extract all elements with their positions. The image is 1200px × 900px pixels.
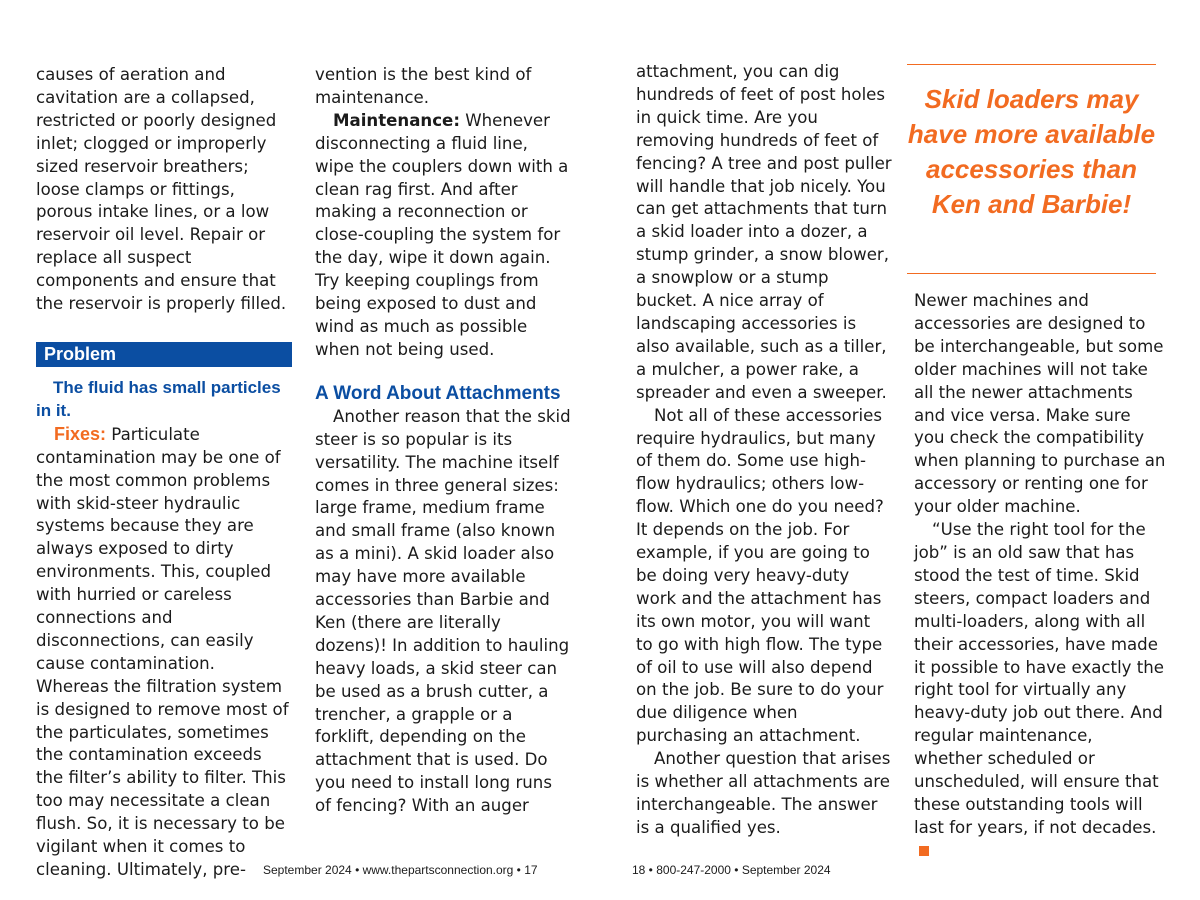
paragraph: Not all of these accessories require hydraulics, but many of them do. Some use high-flow hydraulics; others low-flow. Which one do you need? It depends on the job. For example, if you are going to be doing very heavy-duty work and the attachment has its own motor, you will want to go with high flow. The type of oil to use will also depend on the job. Be sure to do your due diligence when purchasing an attachment. (636, 405, 884, 746)
fixes-paragraph (36, 423, 292, 882)
column-2 (315, 64, 571, 818)
paragraph: Another reason that the skid steer is so popular is its versatility. The machine itself comes in three general sizes: large frame, medium frame and small frame (also known as a mini). A skid loader also may have more available accessories than Barbie and Ken (there are literally dozens)! In addition to hauling heavy loads, a skid steer can be used as a brush cutter, a trencher, a grapple or a forklift, depending on the attachment that is used. Do you need to install long runs of fencing? With an auger (315, 406, 571, 816)
maintenance-text: Whenever disconnecting a fluid line, wipe the couplers down with a clean rag first. And after making a reconnection or close-coupling the system for the day, wipe it down again. Try keeping couplings from being exposed to dust and wind as much as possible when not being used. (315, 110, 569, 359)
end-mark-icon (919, 846, 929, 856)
fixes-label: Fixes: (54, 423, 107, 444)
fixes-text: Particulate contamination may be one of the most common problems with skid-steer hydraulic systems because they are always exposed to dirty environments. This, coupled with hurried or careless connections and disconnections, can easily cause contamination. Whereas the filtration system is designed to remove most of the particulates, sometimes the contamination exceeds the filter’s ability to filter. This too may necessitate a clean flush. So, it is necessary to be vigilant when it comes to cleaning. Ultimately, pre- (36, 424, 289, 879)
footer-right: 18 • 800-247-2000 • September 2024 (632, 863, 831, 877)
column-1 (36, 64, 292, 882)
paragraph: vention is the best kind of maintenance. (315, 65, 532, 107)
closing-paragraph (914, 519, 1166, 863)
paragraph: causes of aeration and cavitation are a collapsed, restricted or poorly designed inlet; clogged or improperly sized reservoir breathers; loose clamps or fittings, porous intake lines, or a low reservoir oil level. Repair or replace all suspect components and ensure that the reservoir is properly filled. (36, 65, 287, 314)
section-heading: A Word About Attachments (315, 382, 561, 404)
pullquote-bottom-rule (907, 273, 1156, 274)
paragraph: Another question that arises is whether all attachments are interchangeable. The answer is a qualified yes. (636, 749, 891, 837)
footer-left: September 2024 • www.thepartsconnection.org • 17 (263, 863, 538, 877)
problem-banner: Problem (36, 342, 292, 367)
closing-text: “Use the right tool for the job” is an old saw that has stood the test of time. Skid steers, compact loaders and multi-loaders, along with all their accessories, have made it possible to have exactly the right tool for virtually any heavy-duty job out there. And regular maintenance, whether scheduled or unscheduled, will ensure that these outstanding tools will last for years, if not decades. (914, 520, 1164, 837)
column-3 (636, 61, 892, 840)
paragraph: attachment, you can dig hundreds of feet of post holes in quick time. Are you removing hundreds of feet of fencing? A tree and post puller will handle that job nicely. You can get attachments that turn a skid loader into a dozer, a stump grinder, a snow blower, a snowplow or a stump bucket. A nice array of landscaping accessories is also available, such as a tiller, a mulcher, a power rake, a spreader and even a sweeper. (636, 62, 892, 402)
maintenance-label: Maintenance: (333, 110, 460, 130)
problem-statement: The fluid has small particles in it. (36, 377, 281, 420)
maintenance-paragraph (315, 110, 571, 362)
pullquote: Skid loaders may have more available accessories than Ken and Barbie! (907, 84, 1156, 219)
column-4 (914, 290, 1166, 863)
pullquote-top-rule (907, 64, 1156, 65)
paragraph: Newer machines and accessories are designed to be interchangeable, but some older machines will not take all the newer attachments and vice versa. Make sure you check the compatibility when planning to purchase an accessory or renting one for your older machine. (914, 291, 1166, 517)
